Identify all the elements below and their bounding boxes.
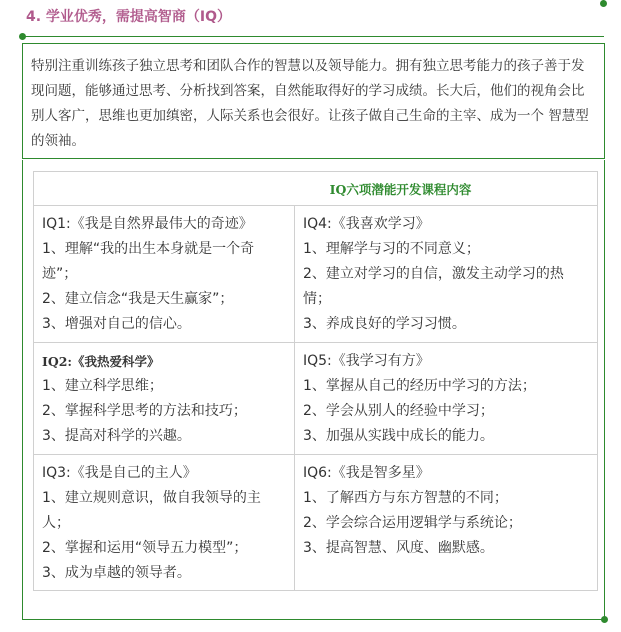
course-point: 3、增强对自己的信心。	[42, 316, 191, 332]
course-title: IQ2:《我热爱科学》	[42, 354, 160, 369]
intro-box	[22, 43, 605, 159]
course-point: 1、理解学与习的不同意义；	[303, 241, 480, 257]
course-title: IQ4:《我喜欢学习》	[303, 216, 430, 232]
frame-dot-top-right	[600, 0, 607, 7]
course-point: 2、学会综合运用逻辑学与系统论；	[303, 515, 522, 531]
iq-course-table	[33, 171, 598, 591]
course-point: 1、建立科学思维；	[42, 378, 163, 394]
course-point: 1、掌握从自己的经历中学习的方法；	[303, 378, 536, 394]
frame-dot-top-left	[19, 33, 26, 40]
course-cell-iq4	[295, 206, 598, 343]
section-title: 4. 学业优秀，需提高智商（IQ）	[26, 9, 232, 25]
frame-top-line	[22, 36, 604, 37]
course-point: 3、加强从实践中成长的能力。	[303, 428, 494, 444]
course-title: IQ6:《我是智多星》	[303, 465, 430, 481]
course-point: 3、提高智慧、风度、幽默感。	[303, 540, 494, 556]
course-point: 3、提高对科学的兴趣。	[42, 428, 191, 444]
course-point: 1、建立规则意识，做自我领导的主人；	[42, 490, 261, 531]
course-cell-iq6	[295, 455, 598, 591]
course-point: 3、成为卓越的领导者。	[42, 565, 191, 581]
frame-right-vertical	[604, 160, 605, 620]
intro-paragraph: 特别注重训练孩子独立思考和团队合作的智慧以及领导能力。拥有独立思考能力的孩子善于发现问题，能够通过思考、分析找到答案，自然能取得好的学习成绩。长大后，他们的视角会比别人客广，思维也更加缜密，人际关系也会很好。让孩子做自己生命的主宰、成为一个 智慧型的领袖。	[31, 58, 589, 149]
course-cell-iq3	[34, 455, 295, 591]
course-point: 1、了解西方与东方智慧的不同；	[303, 490, 508, 506]
course-point: 2、建立对学习的自信，激发主动学习的热情；	[303, 266, 564, 307]
course-point: 2、学会从别人的经验中学习；	[303, 403, 494, 419]
course-cell-iq2	[34, 343, 295, 455]
course-point: 2、掌握科学思考的方法和技巧；	[42, 403, 247, 419]
course-point: 3、养成良好的学习习惯。	[303, 316, 466, 332]
course-point: 1、理解“我的出生本身就是一个奇迹”；	[42, 241, 255, 282]
table-header-text: IQ六项潜能开发课程内容	[329, 181, 472, 197]
course-point: 2、掌握和运用“领导五力模型”；	[42, 540, 248, 556]
frame-dot-bottom-right	[601, 616, 608, 623]
frame-left-vertical	[22, 160, 23, 620]
course-title: IQ5:《我学习有方》	[303, 353, 430, 369]
course-point: 2、建立信念“我是天生赢家”；	[42, 291, 234, 307]
course-cell-iq5	[295, 343, 598, 455]
course-title: IQ1:《我是自然界最伟大的奇迹》	[42, 216, 253, 232]
table-header	[34, 172, 598, 206]
course-title: IQ3:《我是自己的主人》	[42, 465, 197, 481]
course-cell-iq1	[34, 206, 295, 343]
frame-bottom-line	[22, 619, 604, 620]
